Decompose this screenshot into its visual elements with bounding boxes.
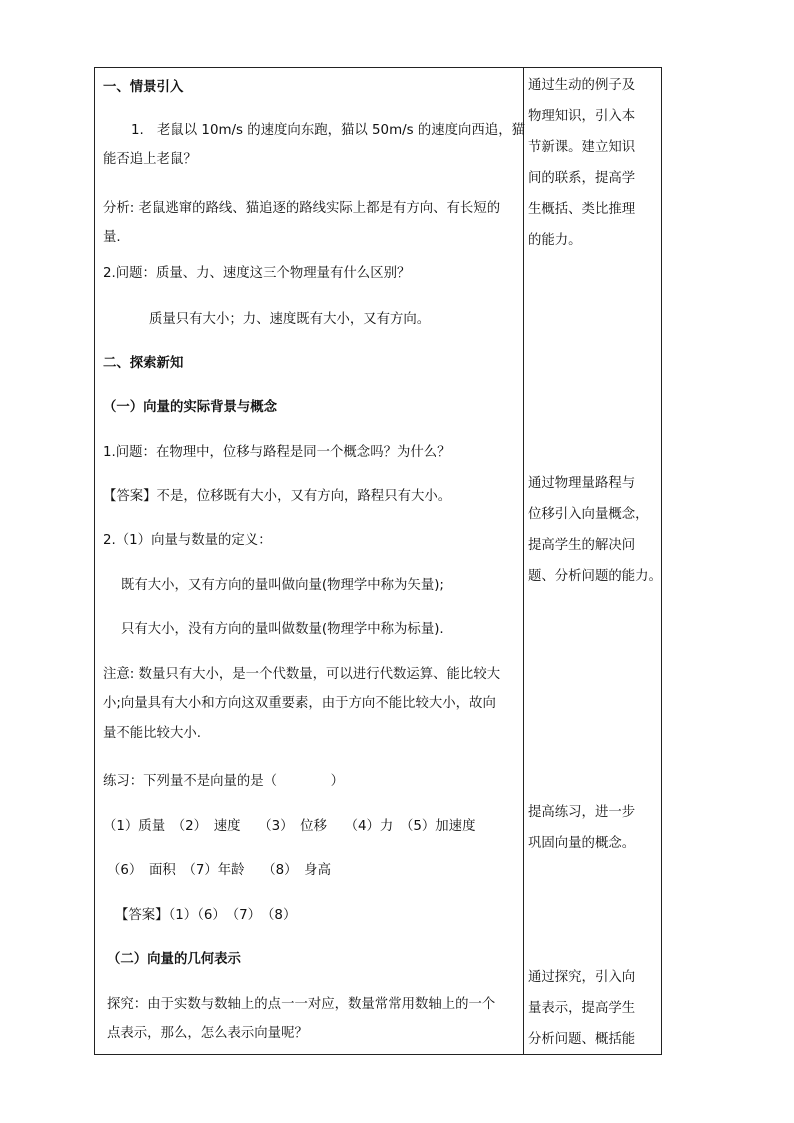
explore-a1: 【答案】不是，位移既有大小，又有方向，路程只有大小。: [103, 489, 452, 504]
explore-inquiry-line2: 点表示，那么，怎么表示向量呢？: [107, 1026, 308, 1041]
explore-def-vector: 既有大小，又有方向的量叫做向量(物理学中称为矢量);: [121, 578, 444, 593]
side-note-inquiry-line: 分析问题、概括能: [528, 1032, 636, 1047]
explore-note-line2: 小;向量具有大小和方向这双重要素，由于方向不能比较大小，故向: [103, 696, 496, 711]
side-note-practice: [528, 797, 660, 859]
side-note-concept-line: 提高学生的解决问: [528, 538, 636, 553]
side-note-concept: [528, 468, 660, 592]
side-note-practice-line: 提高练习，进一步: [528, 805, 636, 820]
explore-sub2-heading: （二）向量的几何表示: [107, 952, 241, 967]
side-note-inquiry-line: 通过探究，引入向: [528, 970, 636, 985]
intro-q2: 2.问题：质量、力、速度这三个物理量有什么区别？: [103, 266, 411, 281]
explore-note-line3: 量不能比较大小.: [103, 726, 201, 741]
side-note-concept-line: 通过物理量路程与: [528, 476, 636, 491]
explore-inquiry-line1: 探究：由于实数与数轴上的点一一对应，数量常常用数轴上的一个: [107, 997, 496, 1012]
side-note-inquiry: [528, 962, 660, 1055]
explore-heading: 二、探索新知: [103, 356, 184, 371]
explore-practice-title: 练习：下列量不是向量的是（ ）: [103, 774, 345, 789]
intro-q1-number: 1.: [131, 123, 144, 138]
intro-q1-line1: 老鼠以 10m/s 的速度向东跑，猫以 50m/s 的速度向西追，猫: [157, 123, 525, 138]
side-note-inquiry-line: 量表示，提高学生: [528, 1001, 636, 1016]
explore-sub1-heading: （一）向量的实际背景与概念: [103, 400, 278, 415]
side-note-concept-line: 题、分析问题的能力。: [528, 569, 662, 584]
explore-practice-options-1: （1）质量 （2） 速度 （3） 位移 （4）力 （5）加速度: [103, 819, 476, 834]
explore-q1: 1.问题：在物理中，位移与路程是同一个概念吗？为什么？: [103, 445, 451, 460]
intro-analysis-line2: 量.: [103, 230, 121, 245]
explore-def-title: 2.（1）向量与数量的定义：: [103, 533, 272, 548]
explore-practice-options-2: （6） 面积 （7）年龄 （8） 身高: [107, 863, 331, 878]
lesson-table: [94, 67, 662, 1055]
side-note-intro-line: 的能力。: [528, 233, 582, 248]
side-note-intro-line: 节新课。建立知识: [528, 140, 636, 155]
intro-analysis-line1: 分析: 老鼠逃窜的路线、猫追逐的路线实际上都是有方向、有长短的: [103, 201, 501, 216]
explore-note-line1: 注意: 数量只有大小，是一个代数量，可以进行代数运算、能比较大: [103, 667, 501, 682]
side-note-intro-line: 物理知识，引入本: [528, 109, 636, 124]
side-note-intro: [528, 70, 660, 256]
side-note-intro-line: 通过生动的例子及: [528, 78, 636, 93]
intro-q2-answer: 质量只有大小；力、速度既有大小，又有方向。: [149, 312, 431, 327]
column-divider: [523, 68, 524, 1054]
side-note-concept-line: 位移引入向量概念，: [528, 507, 649, 522]
explore-practice-answer: 【答案】（1）（6） （7） （8）: [115, 908, 297, 923]
intro-q1-line2: 能否追上老鼠？: [103, 152, 197, 167]
side-note-practice-line: 巩固向量的概念。: [528, 836, 636, 851]
explore-def-scalar: 只有大小，没有方向的量叫做数量(物理学中称为标量).: [121, 622, 444, 637]
intro-heading: 一、情景引入: [103, 80, 184, 95]
side-note-intro-line: 间的联系，提高学: [528, 171, 636, 186]
side-note-intro-line: 生概括、类比推理: [528, 202, 636, 217]
